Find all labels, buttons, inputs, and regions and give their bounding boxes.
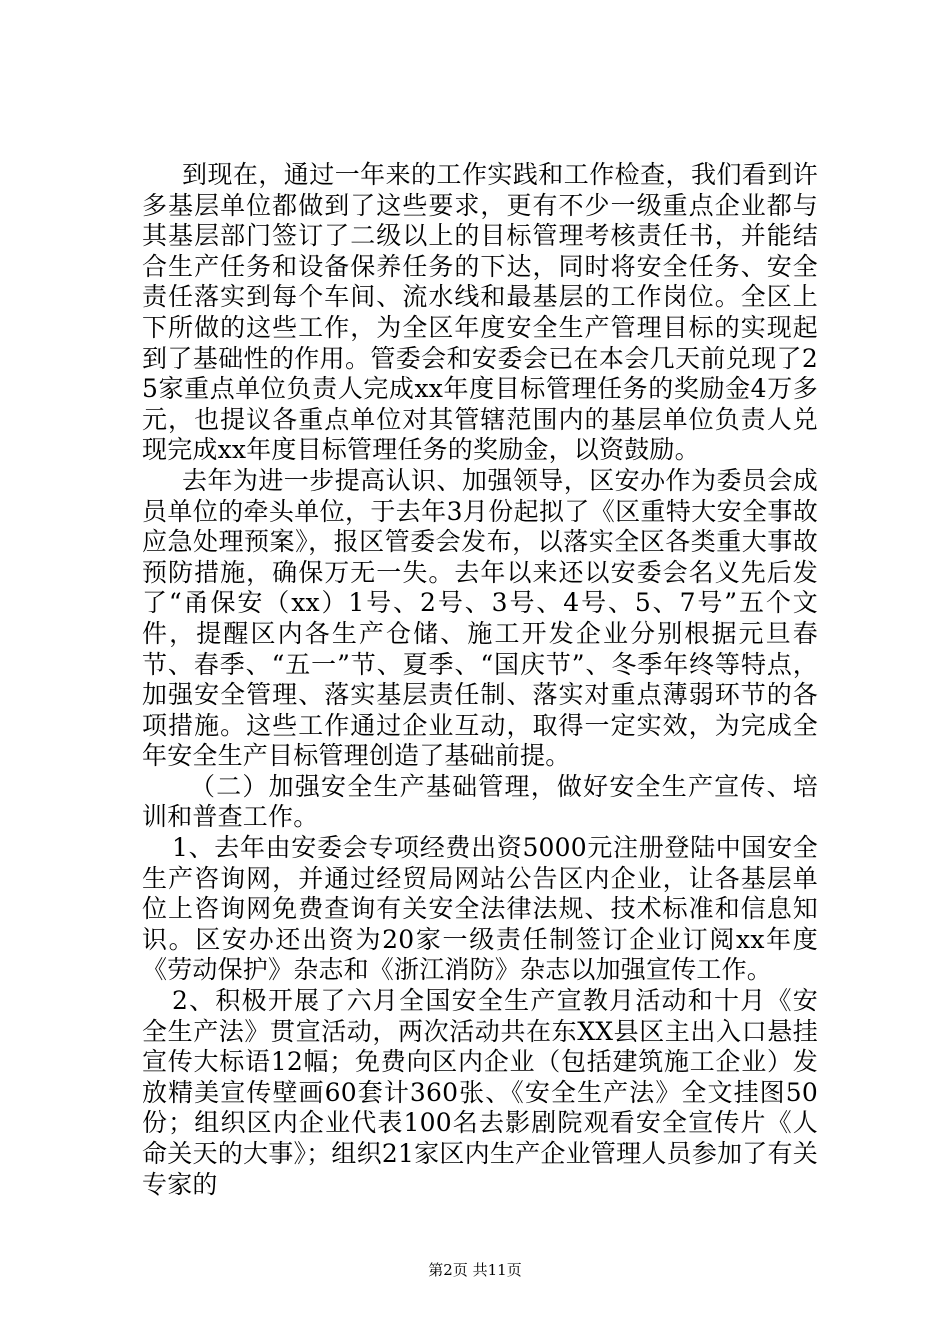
section-heading-2: （二）加强安全生产基础管理，做好安全生产宣传、培训和普查工作。 [142,771,818,832]
paragraph-last-year-measures: 去年为进一步提高认识、加强领导，区安办作为委员会成员单位的牵头单位，于去年3月份起拟了《区重特大安全事故应急处理预案》，报区管委会发布，以落实全区各类重大事故预防措施，确保万无一失。去年以来还以安委会名义先后发了“甬保安（xx）1号、2号、3号、4号、5、7号”五个文件，提醒区内各生产仓储、施工开发企业分别根据元旦春节、春季、“五一”节、夏季、“国庆节”、冬季年终等特点，加强安全管理、落实基层责任制、落实对重点薄弱环节的各项措施。这些工作通过企业互动，取得一定实效，为完成全年安全生产目标管理创造了基础前提。 [142,465,818,771]
paragraph-achievements: 到现在，通过一年来的工作实践和工作检查，我们看到许多基层单位都做到了这些要求，更有不少一级重点企业都与其基层部门签订了二级以上的目标管理考核责任书，并能结合生产任务和设备保养任务的下达，同时将安全任务、安全责任落实到每个车间、流水线和最基层的工作岗位。全区上下所做的这些工作，为全区年度安全生产管理目标的实现起到了基础性的作用。管委会和安委会已在本会几天前兑现了25家重点单位负责人完成xx年度目标管理任务的奖励金4万多元，也提议各重点单位对其管辖范围内的基层单位负责人兑现完成xx年度目标管理任务的奖励金，以资鼓励。 [142,160,818,465]
page-footer [0,1260,950,1280]
paragraph-item-1: 1、去年由安委会专项经费出资5000元注册登陆中国安全生产咨询网，并通过经贸局网站公告区内企业，让各基层单位上咨询网免费查询有关安全法律法规、技术标准和信息知识。区安办还出资为20家一级责任制签订企业订阅xx年度《劳动保护》杂志和《浙江消防》杂志以加强宣传工作。 [142,833,818,985]
document-body [142,160,818,1200]
page-number-label: 第2页 共11页 [428,1261,522,1279]
paragraph-item-2: 2、积极开展了六月全国安全生产宣教月活动和十月《安全生产法》贯宣活动，两次活动共在东XX县区主出入口悬挂宣传大标语12幅；免费向区内企业（包括建筑施工企业）发放精美宣传壁画60套计360张、《安全生产法》全文挂图50份；组织区内企业代表100名去影剧院观看安全宣传片《人命关天的大事》；组织21家区内生产企业管理人员参加了有关专家的 [142,986,818,1199]
